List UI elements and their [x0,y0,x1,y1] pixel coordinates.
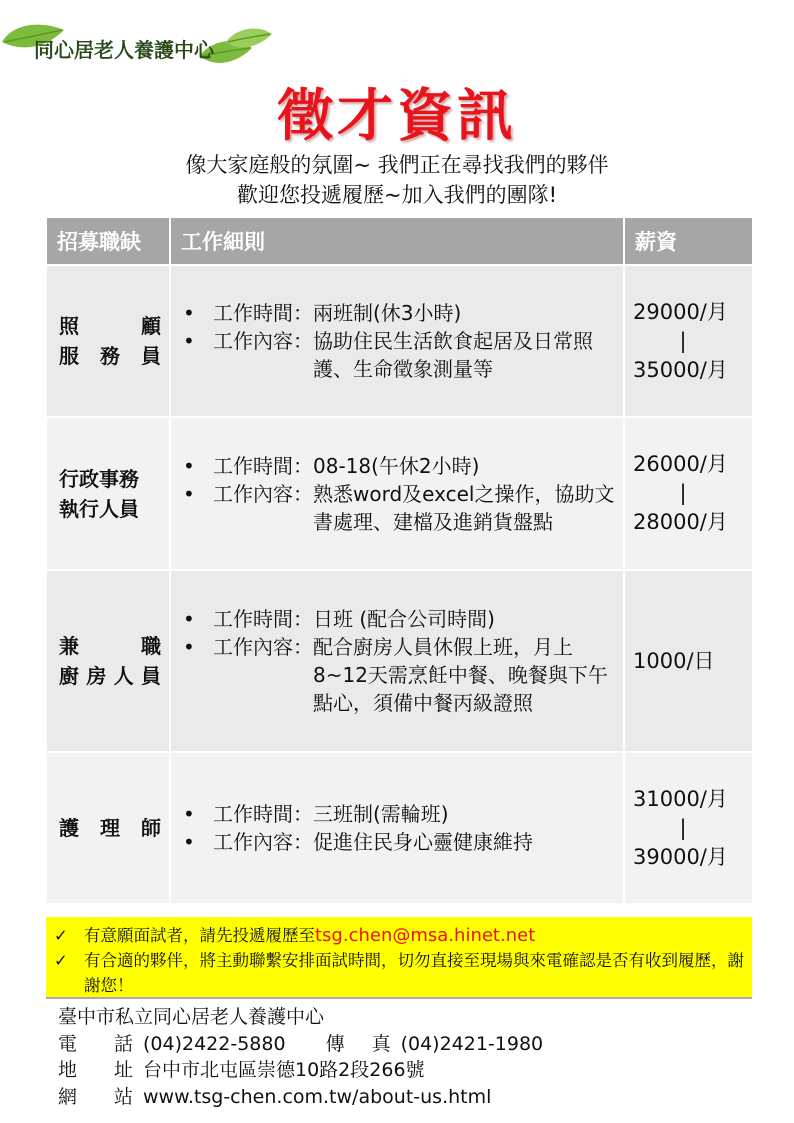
bullet-icon: • [183,635,195,659]
job-position: 行政事務 執行人員 [47,418,169,569]
footer-org-name: 臺中市私立同心居老人養護中心 [58,1006,325,1028]
notice-box [46,917,752,997]
intro-line-1: 像大家庭般的氛圍~ 我們正在尋找我們的夥伴 [185,153,609,177]
bullet-icon: • [183,301,195,325]
phone-number: (04)2422-5880 [143,1032,286,1055]
bullet-icon: • [183,329,195,353]
bullet-icon: • [183,802,195,826]
address: 台中市北屯區崇德10路2段266號 [143,1059,425,1081]
job-details [171,266,623,416]
header-position: 招募職缺 [47,218,169,264]
list-item: • 工作內容： 促進住民身心靈健康維持 [183,830,533,854]
job-salary: 1000/日 [625,571,752,751]
table-row [47,266,752,416]
table-row [47,418,752,569]
email-link[interactable]: tsg.chen@msa.hinet.net [315,925,536,946]
list-item: • 工作時間： 08-18(午休2小時) [183,453,480,478]
table-row [47,753,752,903]
job-position: 護 理 師 [47,753,169,903]
bullet-icon: • [183,481,195,506]
list-item: • 工作內容： 協助住民生活飲食起居及日常照護、生命徵象測量等 [183,329,593,381]
list-item: • 工作時間： 日班 (配合公司時間) [183,607,495,631]
org-logo [0,12,290,72]
job-position: 照 顧 服 務 員 [47,266,169,416]
job-salary: 31000/月 | 39000/月 [625,753,752,903]
header-details: 工作細則 [171,218,623,264]
footer-phone-row: 電 話 (04)2422-5880 傳 真 (04)2421-1980 [58,1031,752,1058]
job-details [171,418,623,569]
fax-number: (04)2421-1980 [400,1032,544,1055]
notice-line-1: ✓ 有意願面試者，請先投遞履歷至tsg.chen@msa.hinet.net [54,925,536,946]
contact-footer [46,997,752,1112]
job-details [171,753,623,903]
checkmark-icon: ✓ [54,951,68,970]
intro-line-2: 歡迎您投遞履歷~加入我們的團隊! [236,183,557,207]
job-salary: 29000/月 | 35000/月 [625,266,752,416]
bullet-icon: • [183,830,195,854]
job-position: 兼 職 廚 房 人 員 [47,571,169,751]
intro-text [0,150,794,210]
page-title: 徵才資訊 [277,84,517,149]
footer-address-row: 地 址 台中市北屯區崇德10路2段266號 [58,1057,752,1084]
org-logo-text: 同心居老人養護中心 [34,38,214,62]
list-item: • 工作時間： 兩班制(休3小時) [183,301,462,325]
checkmark-icon: ✓ [54,926,68,945]
list-item: • 工作時間： 三班制(需輪班) [183,802,449,826]
job-details [171,571,623,751]
notice-line-2: ✓ 有合適的夥伴，將主動聯繫安排面試時間，切勿直接至現場與來電確認是否有收到履歷，謝謝您！ [54,948,744,998]
table-header-row [47,218,752,264]
job-salary: 26000/月 | 28000/月 [625,418,752,569]
footer-website-row: 網 站 www.tsg-chen.com.tw/about-us.html [58,1084,752,1111]
bullet-icon: • [183,607,195,631]
job-table [45,216,754,905]
bullet-icon: • [183,453,195,478]
table-row [47,571,752,751]
list-item: • 工作內容： 熟悉word及excel之操作，協助文書處理、建檔及進銷貨盤點 [183,481,615,534]
list-item: • 工作內容： 配合廚房人員休假上班，月上8~12天需烹飪中餐、晚餐與下午點心，須備中餐丙級證照 [183,635,608,715]
website-link[interactable]: www.tsg-chen.com.tw/about-us.html [143,1085,492,1108]
header-salary: 薪資 [625,218,752,264]
